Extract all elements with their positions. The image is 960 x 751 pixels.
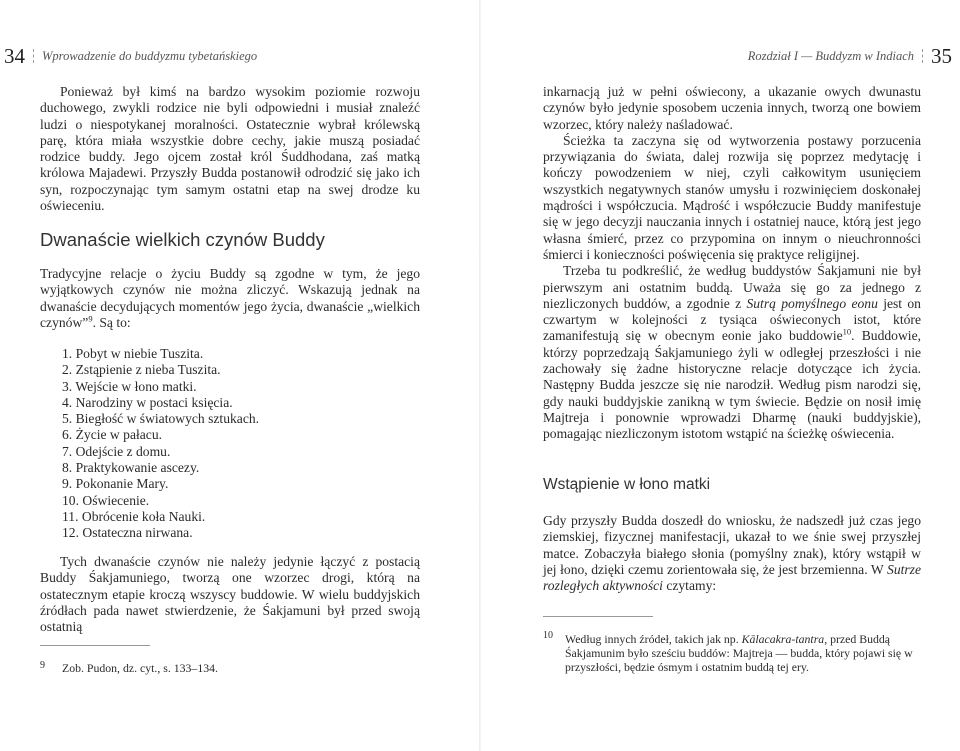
left-closing-paragraph <box>40 554 420 635</box>
right-page <box>480 0 960 751</box>
italic-title: Kālacakra-tantra <box>741 632 825 646</box>
footnote-rule <box>543 616 653 617</box>
paragraph: Tych dwanaście czynów nie należy jedynie łączyć z postacią Buddy Śakjamuniego, tworzą one wzorzec drogi, którą na ostatecznym etapie kroczą wszyscy buddowie. W wielu buddyjskich źródłach pada nawet stwierdzenie, że Śakjamuni był przed swoją ostatnią <box>40 554 420 635</box>
left-page-number: 34 <box>4 43 25 68</box>
text: , przed Buddą Śakjamunim było sześciu buddów: Majtreja — budda, który pojawi się w przyszłości, będzie ósmym i ostatnim buddą tej ery. <box>565 632 913 674</box>
list-item: 4. Narodziny w postaci księcia. <box>62 394 233 410</box>
subsection-title: Wstąpienie w łono matki <box>543 476 711 493</box>
footnote-number: 10 <box>543 630 553 641</box>
list-item: 8. Praktykowanie ascezy. <box>62 460 200 476</box>
right-page-number: 35 <box>931 43 952 68</box>
right-page-header <box>748 42 952 70</box>
paragraph: inkarnacją już w pełni oświecony, a ukazanie owych dwunastu czynów było jedynie sposobem uczenia innych, tworzą one bowiem wzorzec, który należy naśladować. <box>543 84 921 132</box>
list-item: 11. Obrócenie koła Nauki. <box>62 508 206 524</box>
list-item: 6. Życie w pałacu. <box>62 427 163 443</box>
footnote-ref-10[interactable]: 10 <box>842 326 852 337</box>
twelve-deeds-list <box>62 346 259 542</box>
paragraph <box>543 263 921 442</box>
list-item: 9. Pokonanie Mary. <box>62 476 169 492</box>
italic-title: Sutrą pomyślnego eonu <box>746 295 878 311</box>
section-intro <box>40 266 420 331</box>
list-item: 10. Oświecenie. <box>62 492 150 508</box>
right-subsection-text <box>543 513 921 594</box>
list-item: 2. Zstąpienie z nieba Tuszita. <box>62 362 221 378</box>
intro-text-end: . Są to: <box>92 314 131 330</box>
list-item: 5. Biegłość w światowych sztukach. <box>62 411 260 427</box>
footnote-rule <box>40 645 150 646</box>
paragraph: Ponieważ był kimś na bardzo wysokim poziomie rozwoju duchowego, zwykli rodzice nie byli odpowiedni i musiał znaleźć ludzi o niespotykanej moralności. Ostatecznie wybrał królewską parę, która miała wszystkie dobre cechy, jakie muszą posiadać rodzice buddy. Jego ojcem został król Śuddhodana, zaś matką królowa Majadewi. Przyszły Budda postanowił odrodzić się jako ich syn, rozpoczynając tym samym ostatni etap na swej drodze ku oświeceniu. <box>40 84 420 214</box>
right-body-text <box>543 84 921 443</box>
paragraph: Ścieżka ta zaczyna się od wytworzenia postawy porzucenia przywiązania do świata, dalej rozwija się poprzez medytację i kończy powodzeniem w niej, czyli całkowitym usunięciem wszystkich negatywnych stanów umysłu i rozwinięciem doskonałej mądrości i współczucia. Mądrość i współczucie Buddy manifestuje się w jego decyzji nauczania innych i ostatniej nauce, którą jest jego własna śmierć, przez co przypomina on innym o nieuchronności śmierci i konieczności poświęcenia się praktyce religijnej. <box>543 132 921 262</box>
text: . Buddowie, którzy poprzedzają Śakjamuniego żyli w odległej przeszłości i nie zachowały się żadne historyczne relacje dotyczące ich życia. Następny Budda jeszcze się nie narodził. Według pism narodzi się, gdy nauki buddyjskie zanikną w tym świecie. Będzie on nosił imię Majtreja i ponownie wprowadzi Dharmę (nauki buddyjskie), pomagając niezliczonym istotom wstąpić na ścieżkę oświecenia. <box>543 328 921 442</box>
left-page-header <box>4 42 257 70</box>
section-title: Dwanaście wielkich czynów Buddy <box>40 229 325 250</box>
footnote-ref-9[interactable]: 9 <box>88 313 93 324</box>
left-opening-paragraph <box>40 84 420 214</box>
paragraph <box>543 513 921 594</box>
text: Według innych źródeł, takich jak np. <box>565 632 742 646</box>
right-running-head: Rozdział I — Buddyzm w Indiach <box>747 48 914 63</box>
list-item: 1. Pobyt w niebie Tuszita. <box>62 346 204 361</box>
list-item: 3. Wejście w łono matki. <box>62 378 197 394</box>
footnote-10 <box>565 632 921 674</box>
italic-title: Sutrze rozległych aktywności <box>543 561 921 594</box>
intro-text: Tradycyjne relacje o życiu Buddy są zgodne w tym, że jego wyjątkowych czynów nie można zliczyć. Wskazują jednak na dwanaście decydujących momentów jego życia, dwanaście „wielkich czynów” <box>40 266 420 330</box>
text: jest on czwartym w kolejności z tysiąca oświeconych istot, które zamanifestują się w obecnym eonie jako buddowie <box>543 295 921 344</box>
header-divider <box>922 49 923 63</box>
list-item: 12. Ostateczna nirwana. <box>62 525 193 541</box>
header-divider <box>33 49 34 63</box>
left-running-head: Wprowadzenie do buddyzmu tybetańskiego <box>42 48 258 63</box>
list-item: 7. Odejście z domu. <box>62 443 171 459</box>
footnote-number: 9 <box>40 660 45 671</box>
text: Gdy przyszły Budda doszedł do wniosku, że nadszedł już czas jego ziemskiej, fizycznej manifestacji, ukazał to we śnie swej przyszłej matce. Zobaczyła białego słonia (pomyślny znak), który wstąpił w jej łono, dzięki czemu zorientowała się, że jest brzemienna. W <box>543 513 921 577</box>
footnote-9: Zob. Pudon, dz. cyt., s. 133–134. <box>62 661 218 675</box>
text: Trzeba tu podkreślić, że według buddystów Śakjamuni nie był pierwszym ani ostatnim buddą. Uważa się go za jednego z niezliczonych buddów, a zgodnie z <box>543 263 921 311</box>
text: czytamy: <box>662 578 717 594</box>
